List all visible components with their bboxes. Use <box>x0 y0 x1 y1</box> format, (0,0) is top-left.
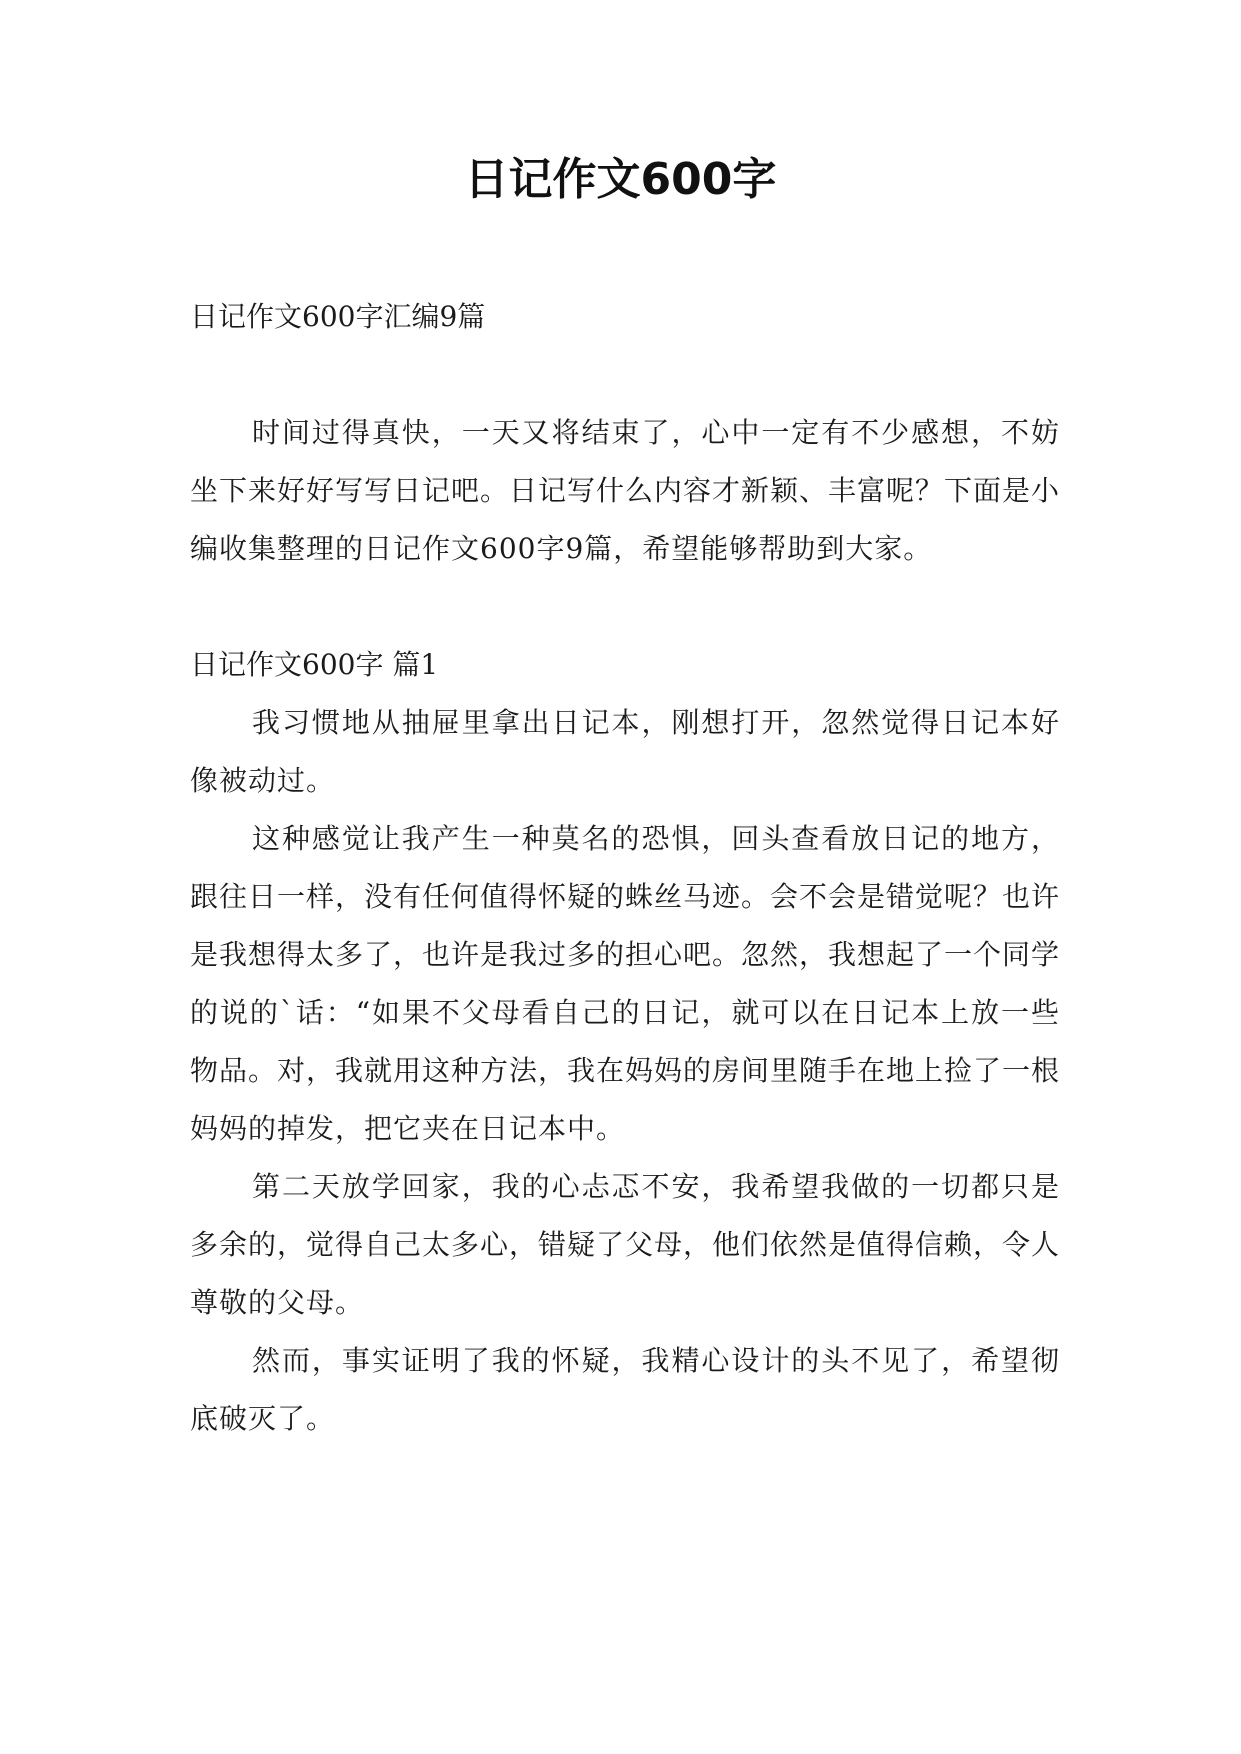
body-paragraph: 我习惯地从抽屉里拿出日记本，刚想打开，忽然觉得日记本好像被动过。 <box>190 706 1060 797</box>
document-body <box>190 288 1060 1448</box>
spacer <box>190 346 1060 404</box>
document-subtitle: 日记作文600字汇编9篇 <box>190 300 486 333</box>
body-paragraph: 这种感觉让我产生一种莫名的恐惧，回头查看放日记的地方，跟往日一样，没有任何值得怀疑的蛛丝马迹。会不会是错觉呢？也许是我想得太多了，也许是我过多的担心吧。忽然，我想起了一个同学的说的`话：“如果不父母看自己的日记，就可以在日记本上放一些物品。对，我就用这种方法，我在妈妈的房间里随手在地上捡了一根妈妈的掉发，把它夹在日记本中。 <box>190 822 1061 1145</box>
body-paragraph: 第二天放学回家，我的心忐忑不安，我希望我做的一切都只是多余的，觉得自己太多心，错疑了父母，他们依然是值得信赖，令人尊敬的父母。 <box>190 1170 1061 1319</box>
intro-paragraph: 时间过得真快，一天又将结束了，心中一定有不少感想，不妨坐下来好好写写日记吧。日记写什么内容才新颖、丰富呢？下面是小编收集整理的日记作文600字9篇，希望能够帮助到大家。 <box>190 416 1061 565</box>
section-heading: 日记作文600字 篇1 <box>190 648 439 681</box>
spacer <box>190 578 1060 636</box>
body-paragraph: 然而，事实证明了我的怀疑，我精心设计的头不见了，希望彻底破灭了。 <box>190 1344 1060 1435</box>
document-title: 日记作文600字 <box>464 154 777 205</box>
